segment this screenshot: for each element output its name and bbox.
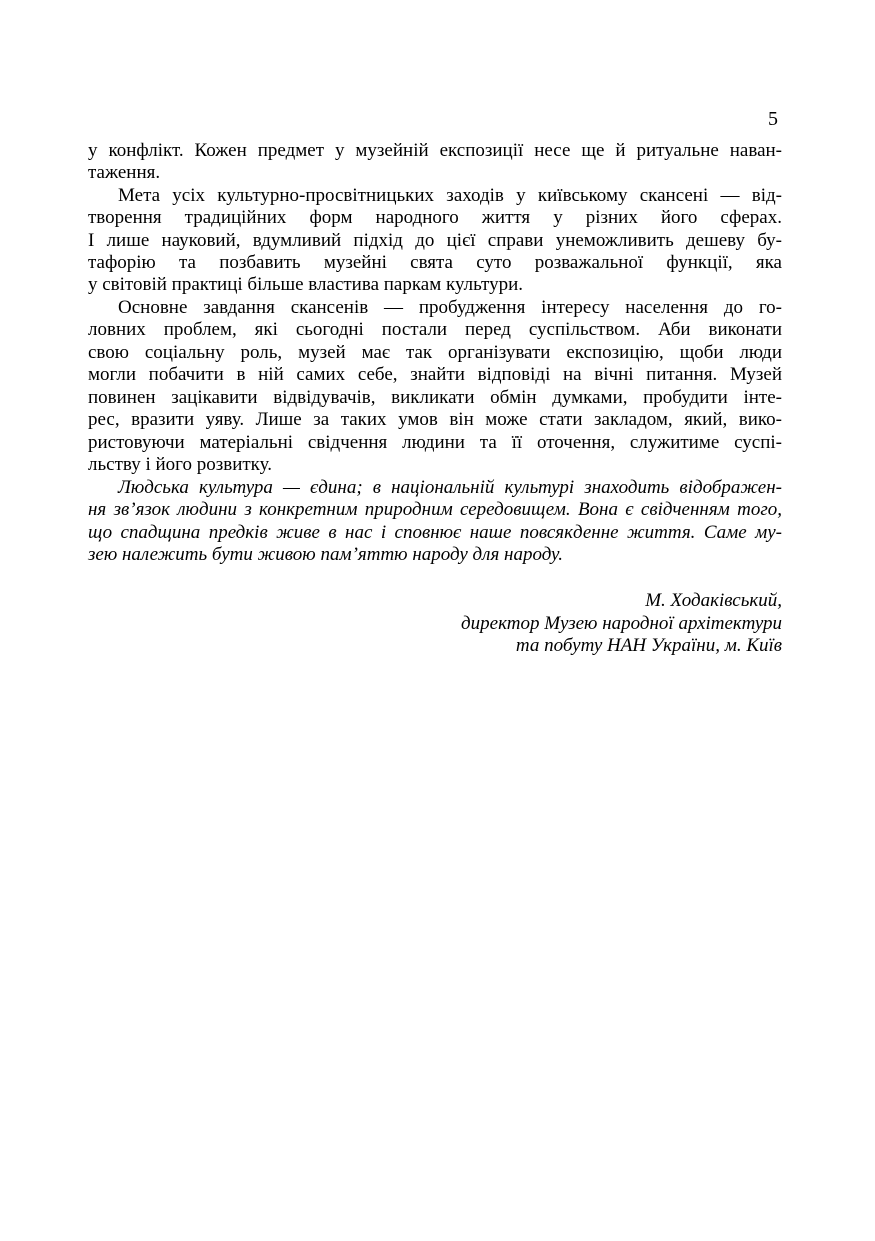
text-line: рес, вразити уяву. Лише за таких умов він може стати закладом, який, вико- <box>88 409 782 430</box>
author-name: М. Ходаківський, <box>645 590 782 611</box>
text-line: повинен зацікавити відвідувачів, викликати обмін думками, пробудити інте- <box>88 387 782 408</box>
text-line: І лише науковий, вдумливий підхід до цієї справи унеможливить дешеву бу- <box>88 230 782 251</box>
text-line: ня зв’язок людини з конкретним природним середовищем. Вона є свідченням того, <box>88 499 782 520</box>
text-line: творення традиційних форм народного життя у різних його сферах. <box>88 207 782 228</box>
page-number: 5 <box>768 108 778 130</box>
text-line: могли побачити в ній самих себе, знайти відповіді на вічні питання. Музей <box>88 364 782 385</box>
text-line: Мета усіх культурно-просвітницьких заходів у київському скансені — від- <box>118 185 782 206</box>
text-line: ловних проблем, які сьогодні постали перед суспільством. Аби виконати <box>88 319 782 340</box>
text-line: Людська культура — єдина; в національній культурі знаходить відображен- <box>118 477 782 498</box>
text-line: Основне завдання скансенів — пробудження інтересу населення до го- <box>118 297 782 318</box>
text-line: ристовуючи матеріальні свідчення людини та її оточення, служитиме суспі- <box>88 432 782 453</box>
text-line: у світовій практиці більше властива паркам культури. <box>88 274 524 295</box>
text-line: що спадщина предків живе в нас і сповнює наше повсякденне життя. Саме му- <box>88 522 782 543</box>
text-line: таження. <box>88 162 161 183</box>
author-organization: та побуту НАН України, м. Київ <box>515 635 782 656</box>
text-line: у конфлікт. Кожен предмет у музейній експозиції несе ще й ритуальне наван- <box>88 140 782 161</box>
author-position: директор Музею народної архітектури <box>461 613 782 634</box>
text-line: льству і його розвитку. <box>88 454 272 475</box>
text-line: зею належить бути живою пам’яттю народу для народу. <box>88 544 564 565</box>
text-line: тафорію та позбавить музейні свята суто розважальної функції, яка <box>88 252 782 273</box>
text-line: свою соціальну роль, музей має так організувати експозицію, щоби люди <box>88 342 782 363</box>
